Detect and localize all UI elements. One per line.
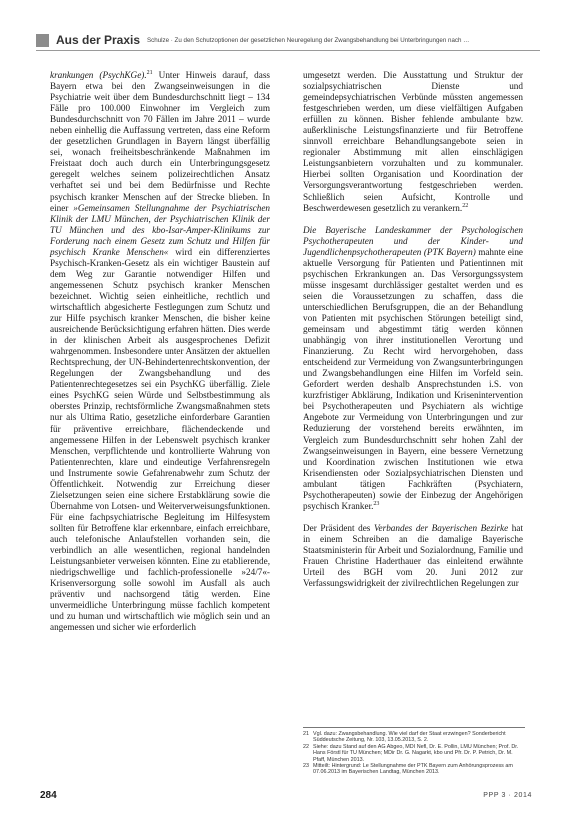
footnote-ref[interactable]: 21 (146, 69, 153, 76)
paragraph-text: wird ein differenziertes Psychisch-Kranken-Gesetz als ein wichtiger Baustein auf dem Weg zur Garantie notwendiger Hilfen und angemessenen Schutz psychisch kranker Menschen bezeichnet. Wichtig seien einheitliche, rechtlich und wirtschaftlich abgesicherte Festlegungen zum Schutz und zur Hilfe psychisch kranker Menschen, die bisher keine ausreichende Berücksichtigung erfahren hätten. Dies werde in der klinischen Arbeit als ausgesprochenes Defizit wahrgenommen. Insbesondere unter Ansätzen der aktuellen Rechtsprechung, der UN-Behindertenrechtskonvention, der Regelungen der Zwangsbehandlung und des Patientenrechtegesetzes sei ein PsychKG überfällig. Ziele eines PsychKG seien Würde und Selbstbestimmung als oberstes Prinzip, rechtsförmliche Zwangsmaßnahmen stets nur als Ultima Ratio, gesetzliche einforderbare Garantien für präventive erreichbare, flächendeckende und angemessene Hilfen in der Lebenswelt psychisch kranker Menschen, verpflichtende und kontrollierte Wahrung von Patientenrechten, klare und eindeutige Verfahrensregeln und Instrumente sowie Gefahrenabwehr zum Schutz der Öffentlichkeit. Notwendig zur Erreichung dieser Zielsetzungen seien eine sichere Erstabklärung sowie die Übernahme von Lotsen- und Weiterverweisungsfunktionen. Für eine fachpsychiatrische Begleitung im Hilfesystem sollten für Betroffene klar erkennbare, einfach erreichbare, auch telefonische Anlaufstellen vorhanden sein, die verbindlich an alle wesentlichen, regional handelnden Leistungsanbieter verweisen könnten. Eine zu etablierende, niedrigschwellige und fachlich-professionelle »24/7«-Krisenversorgung solle sowohl im Ausfall als auch präventiv und nachsorgend tätig werden. Eine unvermeidliche Unterbringung müsse fachlich kompetent und zu human und wirtschaftlich wie möglich sein und an angemessen und sicher wie erforderlich (50, 246, 270, 633)
footnote-text: Vgl. dazu: Zwangsbehandlung. Wie viel darf der Staat erzwingen? Sonderbericht Süddeutsche Zeitung, Nr. 103, 13.05.2013, S. 2. (313, 731, 506, 744)
right-paragraph-2 (303, 225, 523, 512)
running-header-subtitle: Schulze · Zu den Schutzoptionen der gesetzlichen Neuregelung der Zwangsbehandlung bei Unterbringungen nach … (147, 36, 470, 44)
footnotes (303, 727, 525, 776)
page-number: 284 (40, 790, 57, 801)
footnote (303, 744, 525, 763)
footnote-number: 22 (303, 743, 309, 750)
footnote-ref[interactable]: 23 (373, 500, 380, 507)
journal-issue: PPP 3 · 2014 (483, 792, 532, 799)
footnote-text: Mitteilt: Hintergrund: Le Stellungnahme der PTK Bayern zum Anhörungsprozess am 07.06.2013 im Bayerischen Landtag, München 2013. (313, 763, 513, 776)
paragraph-text: Unter Hinweis darauf, dass Bayern etwa bei den Zwangseinweisungen in die Psychiatrie weit über dem Bundesdurchschnitt liegt – 134 Fälle pro 100.000 Einwohner im Vergleich zum Bundesdurchschnitt von 70 Fällen im Jahre 2011 – wurde neben einhellig die Auffassung vertreten, dass eine Reform der gesetzlichen Grundlagen in Bayern längst überfällig sei, wonach freiheitsbeschränkende Maßnahmen im Freistaat doch auch durch ein Unterbringungsgesetz geregelt welches seinem polizeirechtlichen Ansatz verhaftet sei und bei dem Bedürfnisse und Rechte psychisch kranker Menschen auf der Strecke blieben. In einer (50, 70, 270, 213)
right-paragraph-3 (303, 523, 523, 589)
emphasis: Die Bayerische Landeskammer der Psychologischen Psychotherapeuten und der Kinder- und Jugendlichenpsychotherapeuten (PTK Bayern) (303, 224, 523, 257)
footnote-text: Siehe: dazu Stand auf den AG Abgeo, MDI Nefl, Dr. E. Pollin, LMU München; Prof. Dr. Hans Förstl für TU München; MDir Dr. G. Nagarkt, kbo und Pfr. Dr. P. Petrich, Dr. M. Pfaff, München 2013. (313, 743, 519, 763)
section-title: Aus der Praxis (56, 33, 141, 47)
footnote-number: 23 (303, 763, 309, 770)
paragraph-text: hat in einem Schreiben an die damalige Bayerische Staatsministerin für Arbeit und Sozialordnung, Familie und Frauen Christine Haderthauer das einleitend erwähnte Urteil des BGH vom 20. Juni 2012 zur Verfassungswidrigkeit der zivilrechtlichen Regelungen zur (303, 522, 524, 589)
emphasis: »Gemeinsamen Stellungnahme der Psychiatrischen Klinik der LMU München, der Psychiatrischen Klinik der TU München und des kbo-Isar-Amper-Klinikums zur Forderung nach einem Gesetz zum Schutz und Hilfen für psychisch Kranke Menschen« (50, 202, 270, 257)
footnote-ref[interactable]: 22 (462, 202, 469, 209)
paragraph-text: mahnte eine aktuelle Versorgung für Patienten und Patientinnen mit psychischen Erkrankungen an. Das Versorgungssystem müsse insgesamt durchlässiger gestaltet werden und es seien die Voraussetzungen zu schaffen, dass die unterschiedlichen Berufsgruppen, die an der Behandlung von Patienten mit psychischen Störungen beteiligt sind, gemeinsam und abgestimmt tätig werden können unabhängig von ihrer institutionellen Verortung und Finanzierung. Zu Recht wird hervorgehoben, dass entscheidend zur Vermeidung von Zwangsunterbringungen und Zwangsbehandlungen eine Hilfen im Vorfeld sein. Gefordert werden deshalb Ansprechstunden i.S. von kurzfristiger Abklärung, Indikation und Krisenintervention bei Psychotherapeuten und Psychiatern als wichtige Angebote zur Vermeidung von Unterbringungen und zur Reduzierung der vorstehend bereits erwähnten, im Vergleich zum Bundesdurchschnitt sehr hohen Zahl der Zwangseinweisungen in Bayern, eine bessere Vernetzung und Koordination zwischen Institutionen wie etwa Krisendiensten oder Sozialpsychiatrischen Diensten und ambulant tätigen Fachkräften (Psychiatern, Psychotherapeuten) sowie der Einbezug der Angehörigen psychisch Kranker. (303, 246, 523, 511)
emphasis: Verbandes der Bayerischen Bezirke (373, 522, 509, 533)
left-column (50, 70, 270, 633)
running-header (36, 30, 540, 51)
left-paragraph-1 (50, 70, 270, 633)
footnote (303, 731, 525, 744)
right-column (303, 70, 523, 589)
footnote-number: 21 (303, 731, 309, 737)
emphasis: krankungen (PsychKGe). (50, 70, 147, 80)
right-paragraph-1 (303, 70, 523, 214)
footnote (303, 763, 525, 776)
section-marker-icon (36, 34, 49, 47)
paragraph-text: umgesetzt werden. Die Ausstattung und Struktur der sozialpsychiatrischen Dienste und gemeindepsychiatrischen Verbünde müssten angemessen festgeschrieben werden, um diese vielfältigen Aufgaben erfüllen zu können. Bisher fehlende ambulante bzw. außerklinische Leistungsfinanzierte und für Betroffene sinnvoll erreichbare Behandlungsangebote seien in regionaler Abstimmung mit allen einschlägigen Leistungsanbietern vorzuhalten und zu kommunaler. Hierbei sollten Organisation und Koordination der Versorgungsverantwortung festgeschrieben werden. Schließlich seien Aufsicht, Kontrolle und Beschwerdewesen gesetzlich zu verankern. (303, 70, 523, 213)
paragraph-text: Der Präsident des (303, 522, 374, 533)
